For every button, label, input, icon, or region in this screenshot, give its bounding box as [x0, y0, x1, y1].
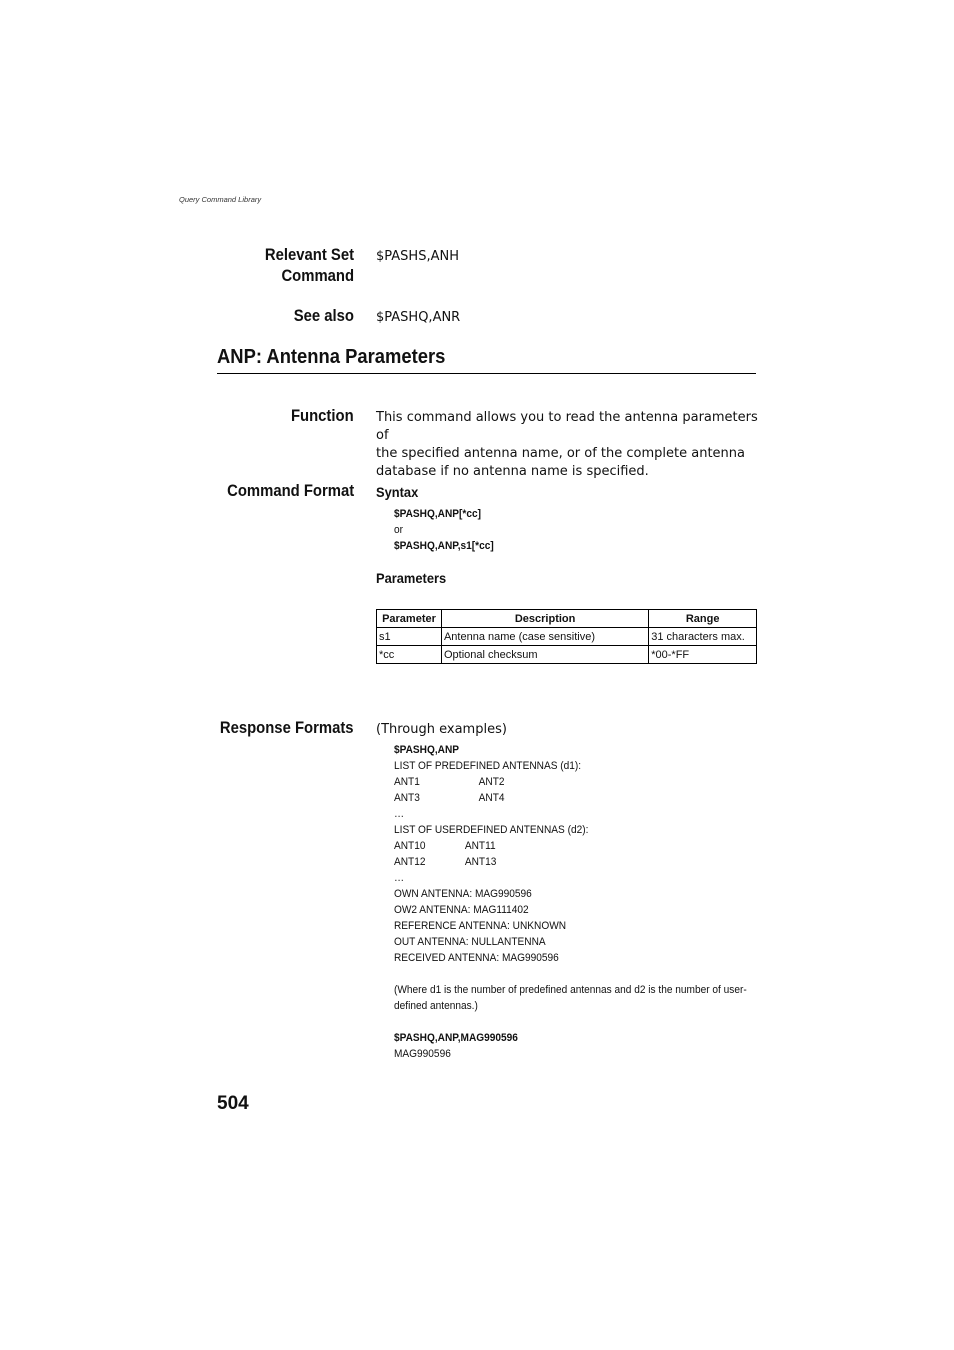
predefined-heading: LIST OF PREDEFINED ANTENNAS (d1):: [394, 760, 582, 772]
antenna-name: ANT10: [394, 840, 426, 852]
antenna-line: OW2 ANTENNA: MAG111402: [394, 904, 529, 916]
predefined-row: [394, 774, 762, 790]
response-intro: (Through examples): [376, 722, 507, 737]
ellipsis: …: [394, 872, 405, 884]
userdefined-heading: LIST OF USERDEFINED ANTENNAS (d2):: [394, 824, 589, 836]
antenna-line: RECEIVED ANTENNA: MAG990596: [394, 952, 559, 964]
section-rule: [217, 373, 756, 374]
userdefined-row: [394, 854, 762, 870]
table-header: Description: [441, 610, 648, 628]
see-also-value: $PASHQ,ANR: [376, 310, 461, 325]
relevant-set-label: [265, 245, 354, 287]
example2-command: $PASHQ,ANP,MAG990596: [394, 1032, 518, 1044]
syntax-block: [394, 506, 494, 554]
running-header: Query Command Library: [179, 195, 262, 204]
page-number: 504: [217, 1093, 249, 1114]
antenna-name: ANT11: [464, 840, 496, 852]
parameters-heading: Parameters: [376, 570, 447, 586]
antenna-line: OWN ANTENNA: MAG990596: [394, 888, 532, 900]
table-cell: 31 characters max.: [649, 628, 757, 646]
relevant-set-value: $PASHS,ANH: [376, 249, 459, 264]
antenna-name: ANT12: [394, 856, 426, 868]
table-cell: Antenna name (case sensitive): [441, 628, 648, 646]
antenna-name: ANT2: [478, 776, 505, 788]
syntax-line-1: $PASHQ,ANP[*cc]: [394, 508, 481, 520]
syntax-or: or: [394, 524, 403, 536]
example2-response: MAG990596: [394, 1048, 451, 1060]
note-line: (Where d1 is the number of predefined antennas and d2 is the number of user-: [394, 984, 747, 996]
predefined-row: [394, 790, 762, 806]
note-line: defined antennas.): [394, 1000, 478, 1012]
see-also-label: See also: [293, 307, 354, 325]
syntax-line-2: $PASHQ,ANP,s1[*cc]: [394, 540, 494, 552]
ellipsis: …: [394, 808, 405, 820]
table-cell: s1: [377, 628, 442, 646]
relevant-set-label-line1: Relevant Set: [264, 246, 354, 264]
function-line: This command allows you to read the antenna parameters of: [376, 410, 758, 443]
antenna-line: OUT ANTENNA: NULLANTENNA: [394, 936, 546, 948]
function-line: database if no antenna name is specified.: [376, 464, 649, 479]
antenna-name: ANT3: [394, 792, 420, 804]
table-cell: *00-*FF: [649, 646, 757, 664]
table-cell: Optional checksum: [441, 646, 648, 664]
table-header-row: [377, 610, 757, 628]
syntax-heading: Syntax: [376, 484, 419, 500]
command-format-label: Command Format: [226, 482, 354, 500]
relevant-set-label-line2: Command: [281, 267, 354, 285]
response-example-block: [394, 742, 762, 1062]
table-row: [377, 646, 757, 664]
parameters-table: [376, 609, 757, 664]
example1-command: $PASHQ,ANP: [394, 744, 460, 756]
table-row: [377, 628, 757, 646]
function-label: Function: [291, 407, 354, 425]
table-cell: *cc: [377, 646, 442, 664]
table-header: Range: [649, 610, 757, 628]
antenna-line: REFERENCE ANTENNA: UNKNOWN: [394, 920, 567, 932]
antenna-name: ANT13: [464, 856, 497, 868]
section-title: ANP: Antenna Parameters: [217, 346, 446, 368]
antenna-name: ANT1: [394, 776, 420, 788]
table-header: Parameter: [377, 610, 442, 628]
userdefined-row: [394, 838, 762, 854]
antenna-name: ANT4: [478, 792, 505, 804]
function-text: [376, 409, 766, 481]
response-formats-label: Response Formats: [220, 719, 354, 737]
function-line: the specified antenna name, or of the complete antenna: [376, 446, 745, 461]
